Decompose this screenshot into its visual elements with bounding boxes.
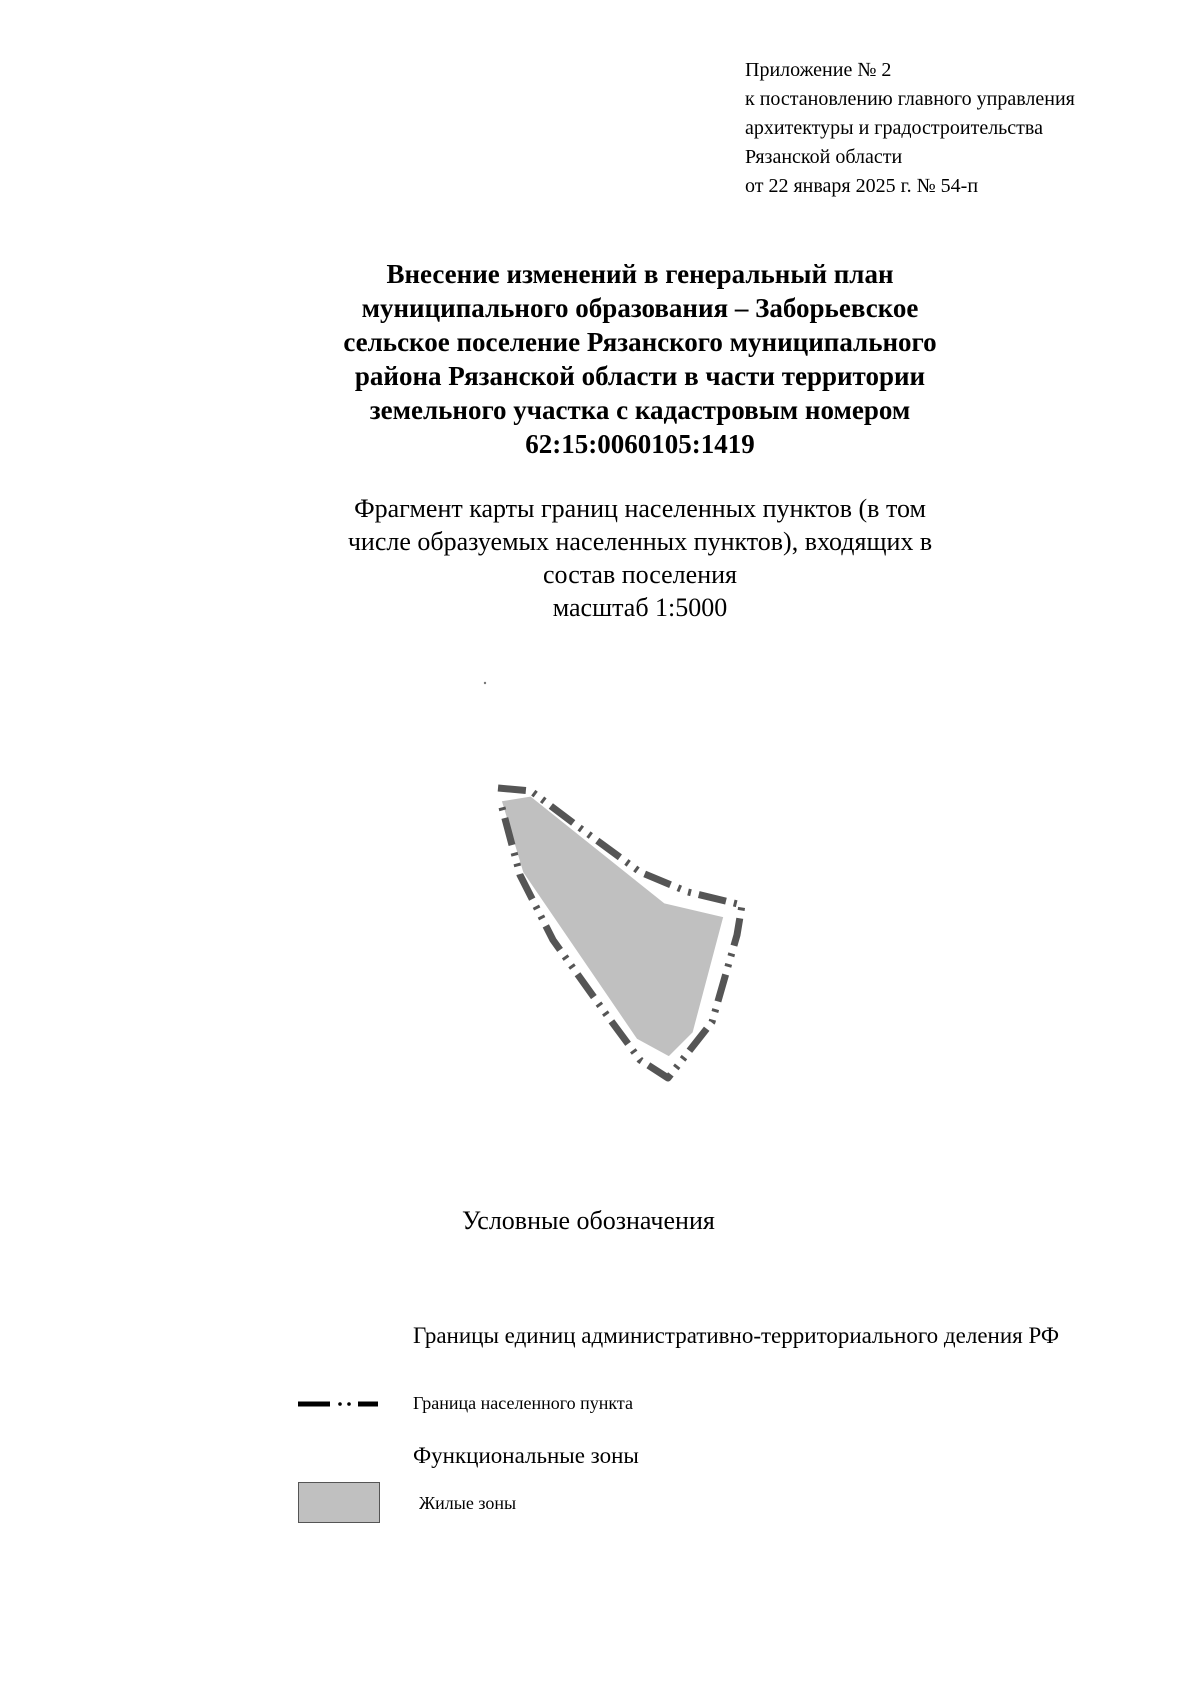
appendix-line: к постановлению главного управления [745, 88, 1075, 110]
legend-zones-heading: Функциональные зоны [413, 1443, 639, 1468]
map-dot [484, 682, 486, 684]
subtitle-line: состав поселения [543, 560, 737, 589]
subtitle-line: Фрагмент карты границ населенных пунктов (в том [354, 494, 926, 523]
title-line: Внесение изменений в генеральный план [386, 259, 894, 289]
settlement-boundary-swatch [296, 1397, 380, 1411]
title-line: сельское поселение Рязанского муниципального [343, 327, 937, 357]
legend-admin-heading: Границы единиц административно-территориального деления РФ [413, 1323, 1060, 1348]
appendix-line: архитектуры и градостроительства [745, 117, 1043, 139]
residential-zone-polygon [500, 795, 725, 1058]
residential-zone-label: Жилые зоны [419, 1493, 517, 1513]
residential-zone-swatch [298, 1482, 380, 1523]
title-line: района Рязанской области в части территории [354, 361, 926, 391]
legend-title: Условные обозначения [462, 1206, 715, 1235]
title-line: муниципального образования – Заборьевское [361, 293, 919, 323]
appendix-line: Рязанской области [745, 146, 903, 168]
title-line: земельного участка с кадастровым номером [369, 395, 911, 425]
map-scale: масштаб 1:5000 [552, 593, 728, 622]
settlement-boundary-label: Граница населенного пункта [413, 1393, 633, 1413]
title-line: 62:15:0060105:1419 [525, 429, 755, 459]
appendix-line: Приложение № 2 [745, 59, 892, 81]
appendix-line: от 22 января 2025 г. № 54-п [745, 175, 979, 197]
subtitle-line: числе образуемых населенных пунктов), входящих в [347, 527, 933, 556]
